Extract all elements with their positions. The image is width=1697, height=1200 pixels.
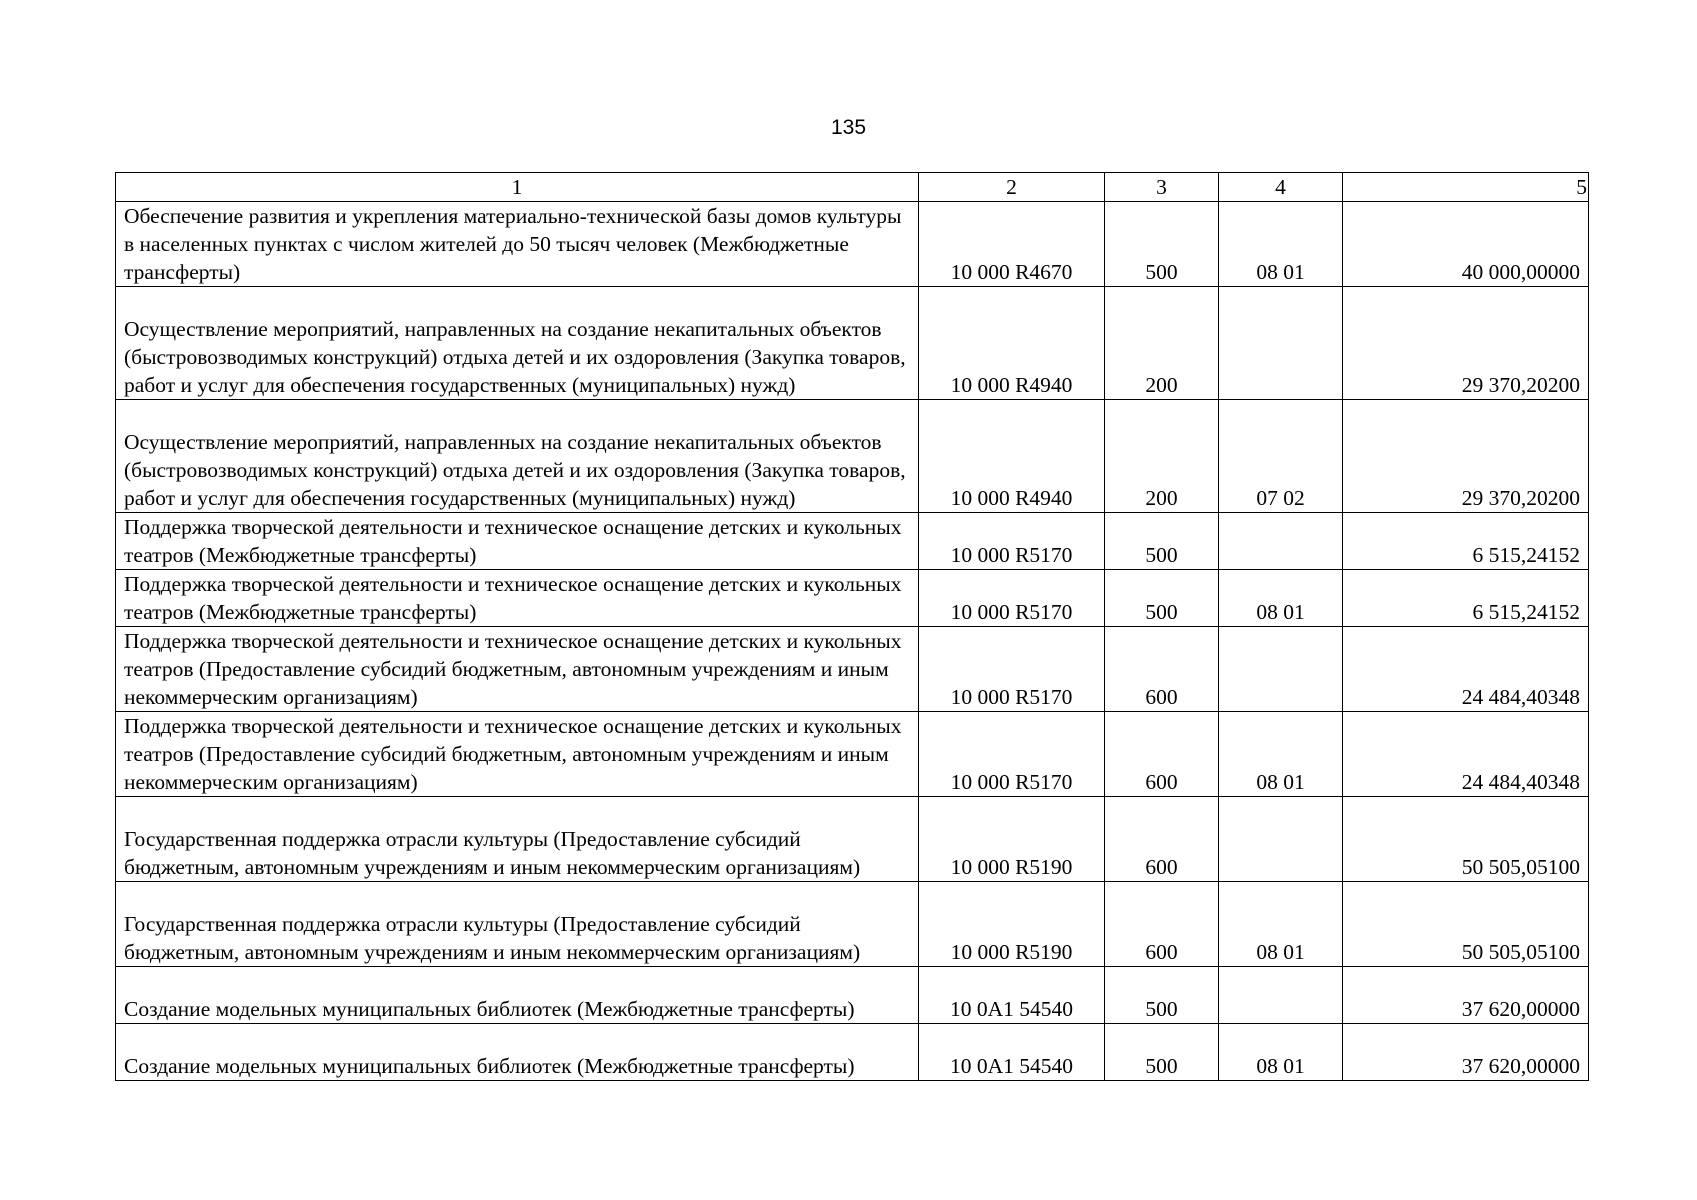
row-code: 10 000 R5170	[919, 570, 1105, 627]
row-type: 200	[1105, 287, 1219, 400]
row-type: 600	[1105, 712, 1219, 797]
row-amount: 6 515,24152	[1343, 513, 1589, 570]
table-header-row	[116, 173, 1589, 202]
row-name: Обеспечение развития и укрепления материально-технической базы домов культуры в населенных пунктах с числом жителей до 50 тысяч человек (Межбюджетные трансферты)	[116, 202, 919, 287]
row-code: 10 000 R4940	[919, 287, 1105, 400]
row-name: Государственная поддержка отрасли культуры (Предоставление субсидий бюджетным, автономным учреждениям и иным некоммерческим организациям)	[116, 882, 919, 967]
row-code: 10 000 R5170	[919, 627, 1105, 712]
row-code: 10 0A1 54540	[919, 1024, 1105, 1081]
header-col-1: 1	[116, 173, 919, 202]
table-row	[116, 967, 1589, 1024]
table-row	[116, 712, 1589, 797]
row-section: 08 01	[1219, 570, 1343, 627]
row-amount: 29 370,20200	[1343, 287, 1589, 400]
row-amount: 40 000,00000	[1343, 202, 1589, 287]
row-section: 08 01	[1219, 1024, 1343, 1081]
row-type: 500	[1105, 570, 1219, 627]
row-section	[1219, 513, 1343, 570]
row-type: 500	[1105, 202, 1219, 287]
table-row	[116, 570, 1589, 627]
row-amount: 37 620,00000	[1343, 1024, 1589, 1081]
table-row	[116, 882, 1589, 967]
table-row	[116, 1024, 1589, 1081]
row-name: Поддержка творческой деятельности и техническое оснащение детских и кукольных театров (Предоставление субсидий бюджетным, автономным учреждениям и иным некоммерческим организациям)	[116, 627, 919, 712]
table-row	[116, 513, 1589, 570]
row-name: Поддержка творческой деятельности и техническое оснащение детских и кукольных театров (Предоставление субсидий бюджетным, автономным учреждениям и иным некоммерческим организациям)	[116, 712, 919, 797]
table-row	[116, 797, 1589, 882]
row-code: 10 000 R5170	[919, 513, 1105, 570]
row-name: Государственная поддержка отрасли культуры (Предоставление субсидий бюджетным, автономным учреждениям и иным некоммерческим организациям)	[116, 797, 919, 882]
row-type: 600	[1105, 882, 1219, 967]
row-section: 08 01	[1219, 882, 1343, 967]
row-code: 10 0A1 54540	[919, 967, 1105, 1024]
header-col-5: 5	[1343, 173, 1589, 202]
row-amount: 29 370,20200	[1343, 400, 1589, 513]
row-amount: 37 620,00000	[1343, 967, 1589, 1024]
row-code: 10 000 R5190	[919, 882, 1105, 967]
row-type: 600	[1105, 627, 1219, 712]
row-section	[1219, 287, 1343, 400]
table-row	[116, 287, 1589, 400]
row-type: 500	[1105, 513, 1219, 570]
row-name: Создание модельных муниципальных библиотек (Межбюджетные трансферты)	[116, 967, 919, 1024]
row-code: 10 000 R4940	[919, 400, 1105, 513]
row-amount: 50 505,05100	[1343, 797, 1589, 882]
row-type: 200	[1105, 400, 1219, 513]
row-type: 500	[1105, 967, 1219, 1024]
row-code: 10 000 R5190	[919, 797, 1105, 882]
row-section: 07 02	[1219, 400, 1343, 513]
row-amount: 24 484,40348	[1343, 627, 1589, 712]
row-code: 10 000 R4670	[919, 202, 1105, 287]
row-section	[1219, 627, 1343, 712]
table-row	[116, 400, 1589, 513]
row-name: Осуществление мероприятий, направленных на создание некапитальных объектов (быстровозводимых конструкций) отдыха детей и их оздоровления (Закупка товаров, работ и услуг для обеспечения государственных (муниципальных) нужд)	[116, 400, 919, 513]
row-section: 08 01	[1219, 202, 1343, 287]
row-section	[1219, 967, 1343, 1024]
row-section: 08 01	[1219, 712, 1343, 797]
row-name: Поддержка творческой деятельности и техническое оснащение детских и кукольных театров (Межбюджетные трансферты)	[116, 513, 919, 570]
row-amount: 24 484,40348	[1343, 712, 1589, 797]
header-col-2: 2	[919, 173, 1105, 202]
row-name: Поддержка творческой деятельности и техническое оснащение детских и кукольных театров (Межбюджетные трансферты)	[116, 570, 919, 627]
row-name: Создание модельных муниципальных библиотек (Межбюджетные трансферты)	[116, 1024, 919, 1081]
row-section	[1219, 797, 1343, 882]
row-amount: 50 505,05100	[1343, 882, 1589, 967]
budget-table	[115, 172, 1589, 1081]
row-type: 600	[1105, 797, 1219, 882]
row-type: 500	[1105, 1024, 1219, 1081]
header-col-3: 3	[1105, 173, 1219, 202]
page-number: 135	[830, 116, 867, 139]
row-amount: 6 515,24152	[1343, 570, 1589, 627]
table-row	[116, 202, 1589, 287]
row-code: 10 000 R5170	[919, 712, 1105, 797]
row-name: Осуществление мероприятий, направленных на создание некапитальных объектов (быстровозводимых конструкций) отдыха детей и их оздоровления (Закупка товаров, работ и услуг для обеспечения государственных (муниципальных) нужд)	[116, 287, 919, 400]
table-row	[116, 627, 1589, 712]
header-col-4: 4	[1219, 173, 1343, 202]
